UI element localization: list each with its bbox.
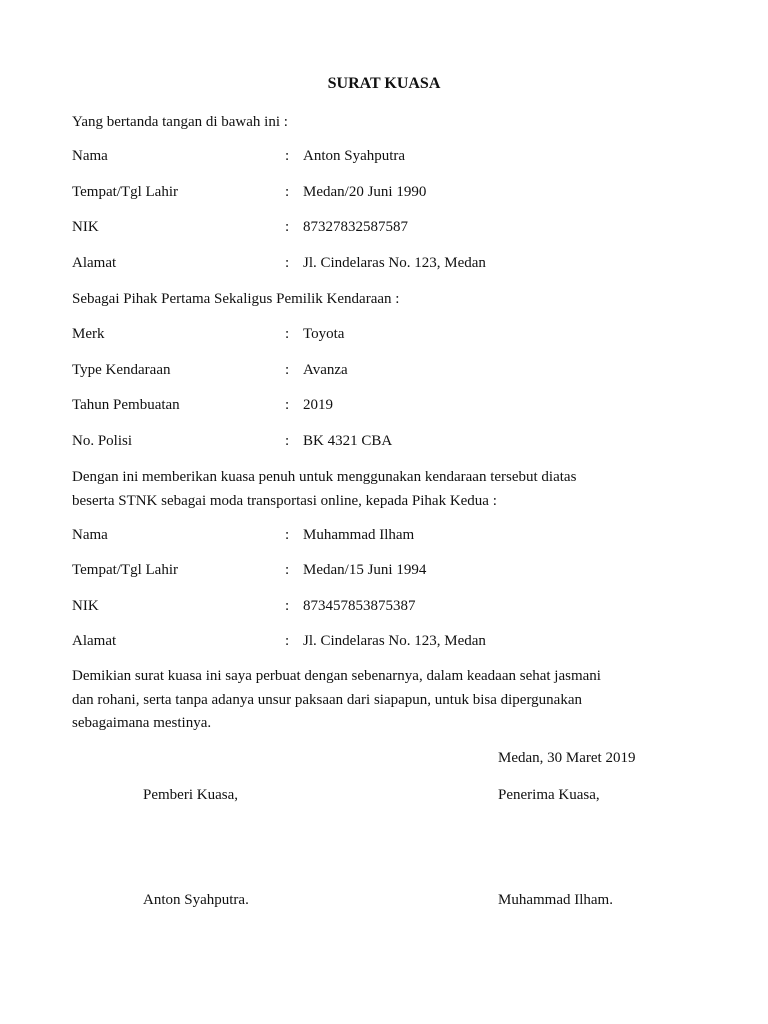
giver-signature-name: Anton Syahputra. — [143, 892, 249, 908]
colon: : — [285, 633, 290, 649]
grant-text-line: Dengan ini memberikan kuasa penuh untuk menggunakan kendaraan tersebut diatas — [72, 469, 577, 485]
field-value: Medan/20 Juni 1990 — [303, 184, 427, 200]
field-value: Jl. Cindelaras No. 123, Medan — [303, 255, 486, 271]
colon: : — [285, 527, 290, 543]
field-label: Tempat/Tgl Lahir — [72, 562, 178, 578]
field-label: Type Kendaraan — [72, 362, 171, 378]
field-value: Medan/15 Juni 1994 — [303, 562, 427, 578]
vehicle-intro: Sebagai Pihak Pertama Sekaligus Pemilik Kendaraan : — [72, 291, 400, 307]
field-label: Merk — [72, 326, 105, 342]
colon: : — [285, 433, 290, 449]
colon: : — [285, 148, 290, 164]
field-label: Nama — [72, 148, 108, 164]
field-label: Nama — [72, 527, 108, 543]
colon: : — [285, 562, 290, 578]
giver-label: Pemberi Kuasa, — [143, 787, 238, 803]
grant-text-line: beserta STNK sebagai moda transportasi online, kepada Pihak Kedua : — [72, 493, 497, 509]
field-value: Jl. Cindelaras No. 123, Medan — [303, 633, 486, 649]
colon: : — [285, 362, 290, 378]
field-label: Alamat — [72, 633, 117, 649]
place-date: Medan, 30 Maret 2019 — [498, 750, 636, 766]
closing-text-line: dan rohani, serta tanpa adanya unsur paksaan dari siapapun, untuk bisa dipergunakan — [72, 692, 582, 708]
closing-text-line: Demikian surat kuasa ini saya perbuat dengan sebenarnya, dalam keadaan sehat jasmani — [72, 668, 601, 684]
colon: : — [285, 219, 290, 235]
intro-text: Yang bertanda tangan di bawah ini : — [72, 114, 288, 130]
field-value: 87327832587587 — [303, 219, 408, 235]
field-value: 2019 — [303, 397, 333, 413]
field-value: Anton Syahputra — [303, 148, 406, 164]
field-value: Toyota — [303, 326, 345, 342]
field-label: Tempat/Tgl Lahir — [72, 184, 178, 200]
colon: : — [285, 255, 290, 271]
colon: : — [285, 598, 290, 614]
receiver-label: Penerima Kuasa, — [498, 787, 600, 803]
colon: : — [285, 326, 290, 342]
field-label: Alamat — [72, 255, 117, 271]
field-label: NIK — [72, 219, 99, 235]
field-label: Tahun Pembuatan — [72, 397, 180, 413]
field-value: BK 4321 CBA — [303, 433, 393, 449]
field-value: Muhammad Ilham — [303, 527, 415, 543]
field-value: Avanza — [303, 362, 348, 378]
colon: : — [285, 397, 290, 413]
colon: : — [285, 184, 290, 200]
field-value: 873457853875387 — [303, 598, 416, 614]
document-title: SURAT KUASA — [327, 75, 441, 92]
field-label: No. Polisi — [72, 433, 133, 449]
closing-text-line: sebagaimana mestinya. — [72, 715, 212, 731]
receiver-signature-name: Muhammad Ilham. — [498, 892, 613, 908]
field-label: NIK — [72, 598, 99, 614]
